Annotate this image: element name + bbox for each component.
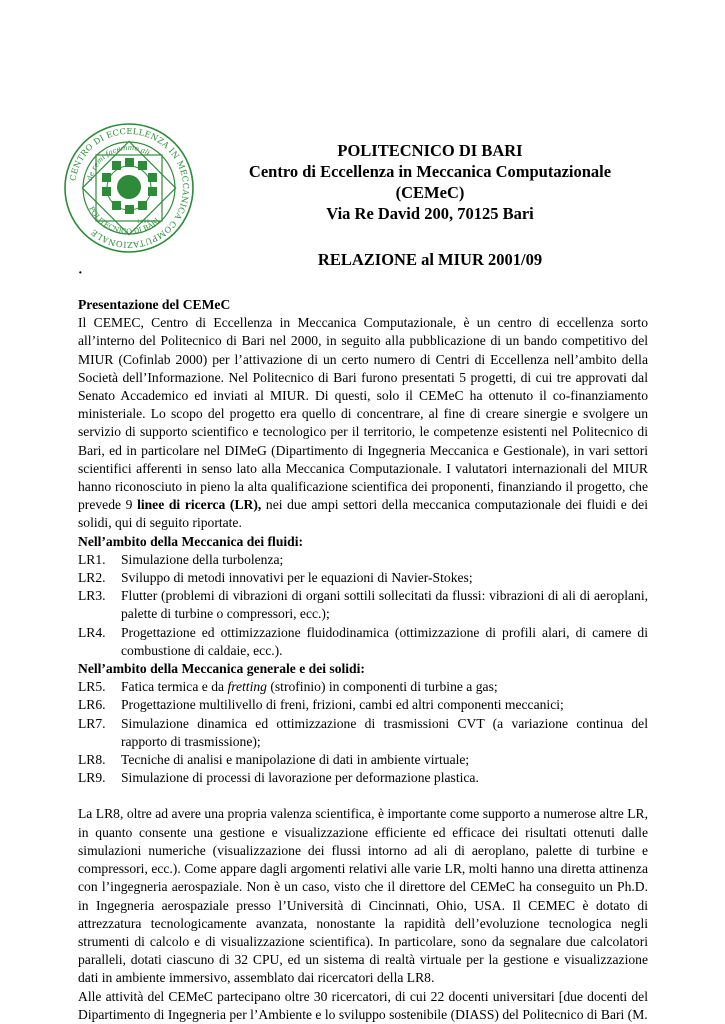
- list-item: LR8. Tecniche di analisi e manipolazione di dati in ambiente virtuale;: [78, 752, 470, 768]
- list-item: LR4. Progettazione ed ottimizzazione fluidodinamica (ottimizzazione di profili alari, di camere di combustione di caldaie, ecc.).: [78, 624, 648, 658]
- stray-mark: ·: [78, 266, 83, 281]
- list-item: LR5. Fatica termica e da fretting (strofinio) in componenti di turbine a gas;: [78, 679, 498, 695]
- document-header: [200, 140, 660, 224]
- cemec-logo-seal: [62, 121, 196, 255]
- header-acronym: (CEMeC): [395, 183, 465, 202]
- section-title-solidi: Nell’ambito della Meccanica generale e dei solidi:: [78, 661, 365, 677]
- logo-year: 1999: [137, 219, 150, 225]
- list-item: LR6. Progettazione multilivello di freni, frizioni, cambi ed altri componenti meccanici;: [78, 697, 564, 713]
- researchers-paragraph: Alle attività del CEMeC partecipano oltre 30 ricercatori, di cui 22 docenti universitari [due docenti del Dipartimento di Ingegneria per l’Ambiente e lo sviluppo sostenibile (DIASS) del Politecnico di Bari (M.: [78, 988, 648, 1022]
- section-title-fluidi: Nell’ambito della Meccanica dei fluidi:: [78, 533, 304, 549]
- list-item: LR3. Flutter (problemi di vibrazioni di organi sottili sollecitati da flussi: vibrazioni di ali di aeroplani, palette di turbine o compressori, ecc.);: [78, 588, 648, 622]
- intro-paragraph: Il CEMEC, Centro di Eccellenza in Meccanica Computazionale, è un centro di eccellenza sorto all’interno del Politecnico di Bari nel 2000, in seguito alla pubblicazione di un bando competitivo del MIUR (Cofinlab 2000) per l’attivazione di un certo numero di Centri di Eccellenza nell’ambito della Società dell’Informazione. Nel Politecnico di Bari furono presentati 5 progetti, di cui tre approvati dal Senato Accademico ed inviati al MIUR. Di questi, solo il CEMeC ha ottenuto il co-finanziamento ministeriale. Lo scopo del progetto era quello di concentrare, al fine di creare sinergie e svolgere un servizio di supporto scientifico e tecnologico per il territorio, le competenze esistenti nel Politecnico di Bari, ed in particolare nel DIMeG (Dipartimento di Ingegneria Meccanica e Gestionale), in vari settori scientifici afferenti in senso lato alla Meccanica Computazionale. I valutatori internazionali del MIUR hanno riconosciuto in pieno la alta qualificazione scientifica dei proponenti, finanziando il progetto, che prevede 9 linee di ricerca (LR), nei due ampi settori della meccanica computazionale dei fluidi e dei solidi, qui di seguito riportate.: [78, 315, 648, 531]
- list-item: LR7. Simulazione dinamica ed ottimizzazione di trasmissioni CVT (a variazione continua del rapporto di trasmissione);: [78, 715, 648, 749]
- logo-outer-text: CENTRO DI ECCELLENZA IN MECCANICA COMPUTAZIONALE: [67, 125, 192, 251]
- list-item: LR9. Simulazione di processi di lavorazione per deformazione plastica.: [78, 770, 479, 786]
- header-institution: POLITECNICO DI BARI: [337, 141, 523, 160]
- report-title: RELAZIONE al MIUR 2001/09: [317, 250, 543, 269]
- section-title-presentazione: Presentazione del CEMeC: [78, 297, 231, 312]
- lr8-paragraph: La LR8, oltre ad avere una propria valenza scientifica, è importante come supporto a numerose altre LR, in quanto consente una gestione e visualizzazione efficiente ed efficace dei risultati ottenuti dalle simulazioni numeriche (visualizzazione dei flussi intorno ad ali di aeroplano, palette di turbine e compressori, ecc.). Come appare dagli argomenti relativi alle varie LR, molti hanno una diretta attinenza con l’ingegneria aerospaziale. Non è un caso, visto che il direttore del CEMeC ha conseguito un Ph.D. in Ingegneria aerospaziale presso l’Università di Cincinnati, Ohio, USA. Il CEMEC è dotato di attrezzatura tecnologicamente avanzata, nonostante la rapidità dell’evoluzione tecnologica negli strumenti di calcolo e di visualizzazione scientifica). In particolare, sono da segnalare due calcolatori paralleli, dotati ciascuno di 32 CPU, ed un sistema di realtà virtuale per la gestione e visualizzazione dati in ambiente immersivo, assemblato dai ricercatori della LR8.: [78, 806, 648, 986]
- list-item: LR1. Simulazione della turbolenza;: [78, 551, 284, 567]
- logo-inner-text: de remi facemmo ali: [85, 143, 152, 182]
- list-item: LR2. Sviluppo di metodi innovativi per le equazioni di Navier-Stokes;: [78, 570, 473, 586]
- header-address: Via Re David 200, 70125 Bari: [326, 204, 534, 223]
- header-centre-name: Centro di Eccellenza in Meccanica Computazionale: [248, 162, 612, 181]
- document-body: [78, 296, 648, 1024]
- logo-bottom-text: POLITECNICO DI BARI: [87, 205, 162, 236]
